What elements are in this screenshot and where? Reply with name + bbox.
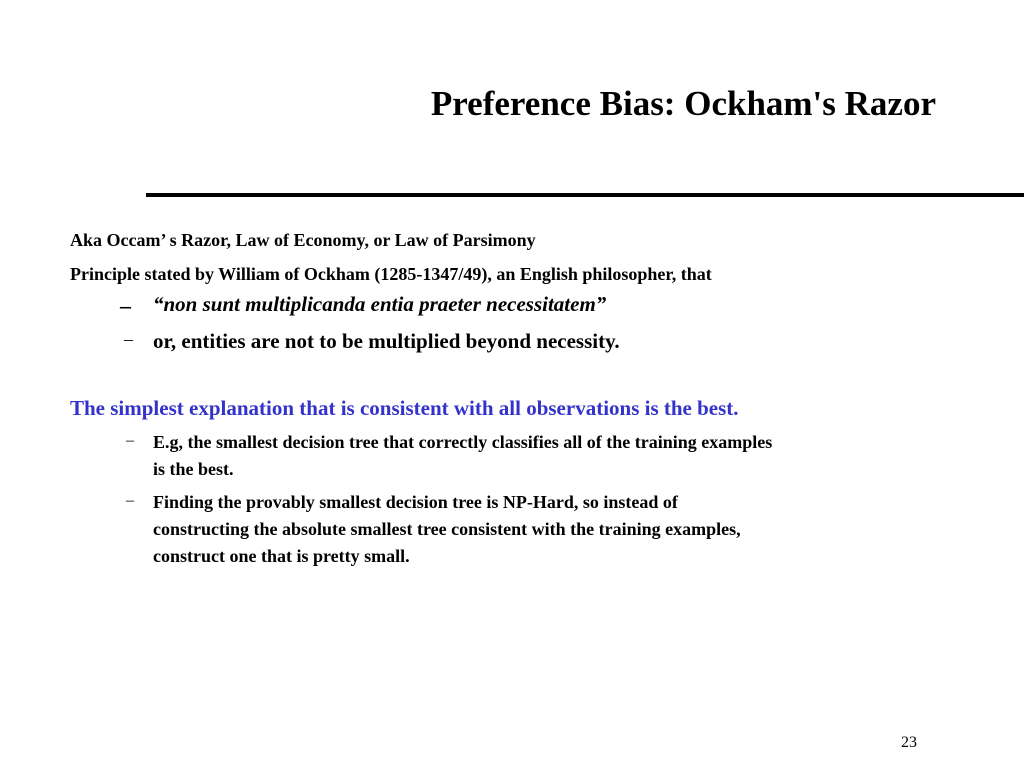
example-bullet-line: is the best. bbox=[153, 459, 234, 479]
np-hard-bullet-line: constructing the absolute smallest tree consistent with the training examples, bbox=[153, 519, 741, 539]
translation-text: or, entities are not to be multiplied beyond necessity. bbox=[153, 329, 620, 353]
example-bullet-line: E.g, the smallest decision tree that correctly classifies all of the training examples bbox=[153, 432, 773, 452]
principle-line: Principle stated by William of Ockham (1285-1347/49), an English philosopher, that bbox=[70, 264, 712, 284]
page-number: 23 bbox=[901, 734, 917, 751]
slide-title: Preference Bias: Ockham's Razor bbox=[430, 84, 936, 123]
bullet-dash: – bbox=[124, 329, 133, 349]
bullet-dash: – bbox=[126, 492, 134, 509]
bullet-dash: – bbox=[126, 432, 134, 449]
title-divider bbox=[146, 193, 1024, 197]
latin-quote: “non sunt multiplicanda entia praeter necessitatem” bbox=[153, 292, 607, 316]
highlight-statement: The simplest explanation that is consistent with all observations is the best. bbox=[70, 396, 739, 420]
bullet-dash: – bbox=[120, 293, 131, 318]
np-hard-bullet-line: Finding the provably smallest decision tree is NP-Hard, so instead of bbox=[153, 492, 678, 512]
np-hard-bullet-line: construct one that is pretty small. bbox=[153, 546, 410, 566]
aka-line: Aka Occam’ s Razor, Law of Economy, or Law of Parsimony bbox=[70, 230, 536, 250]
